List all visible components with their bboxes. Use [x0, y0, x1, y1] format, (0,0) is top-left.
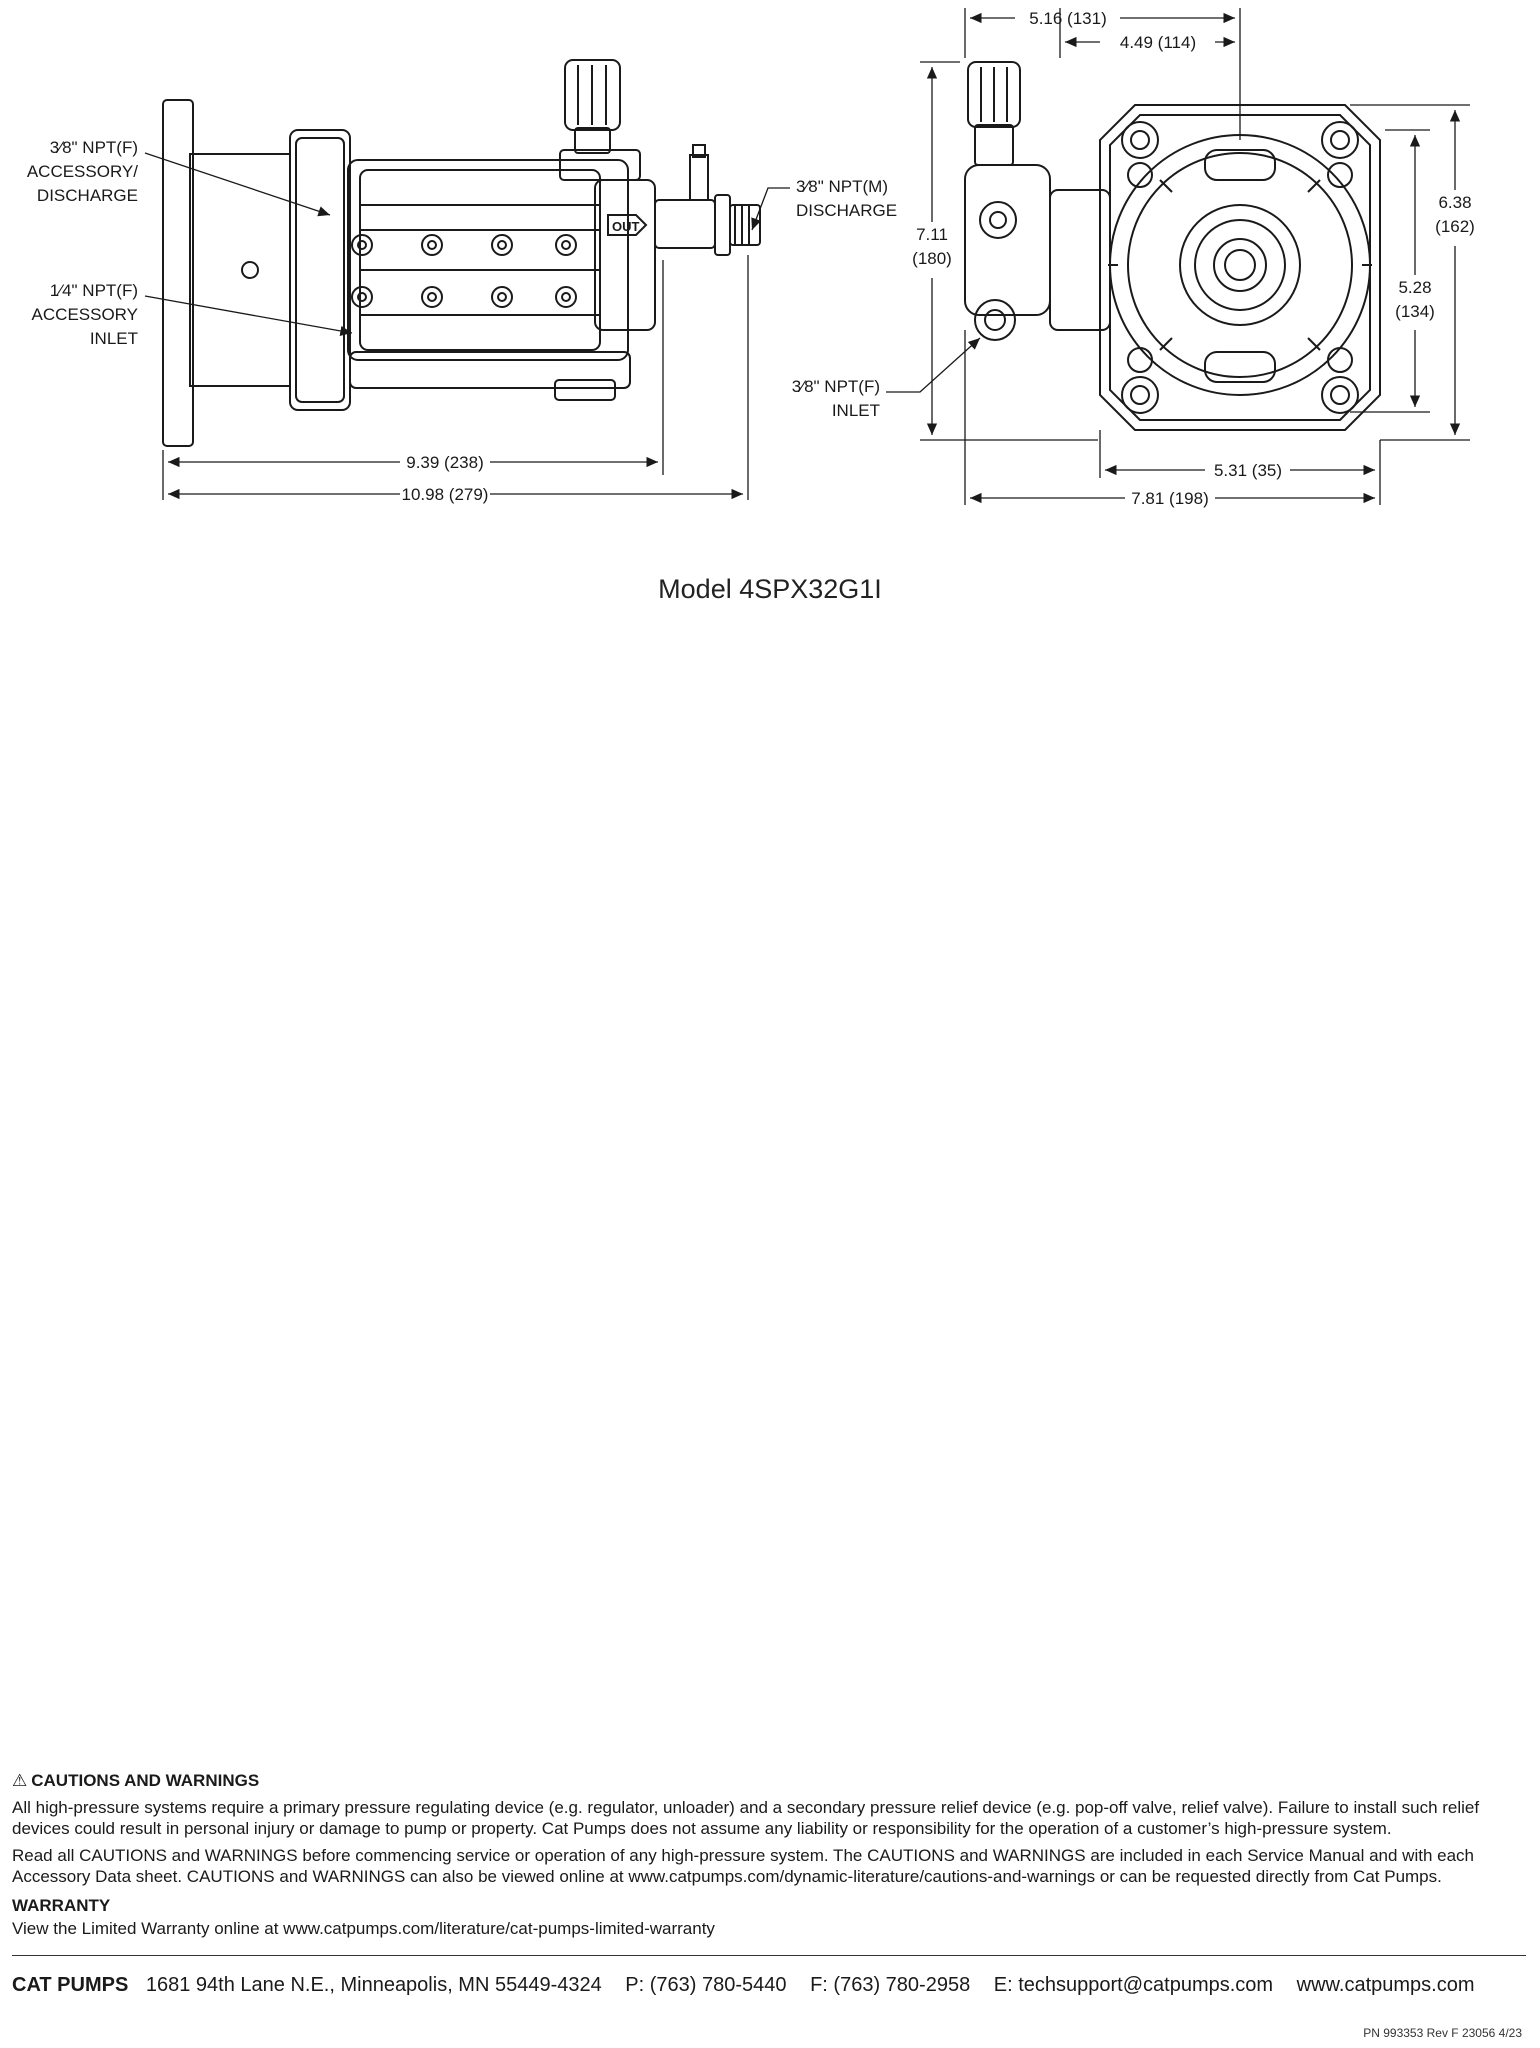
- model-title: Model 4SPX32G1I: [658, 574, 882, 604]
- dim-bottom-2: 7.81 (198): [1131, 489, 1209, 508]
- callout-npt-m-2: DISCHARGE: [796, 201, 898, 220]
- callout-acc-discharge-2: ACCESSORY/: [26, 162, 138, 181]
- callout-acc-discharge-3: DISCHARGE: [36, 186, 138, 205]
- out-label: OUT: [612, 219, 640, 234]
- footer-phone: P: (763) 780-5440: [625, 1974, 787, 1996]
- callout-acc-inlet-3: INLET: [89, 329, 138, 348]
- discharge-outlet: [655, 200, 715, 248]
- dim-bottom-1: 5.31 (35): [1213, 461, 1283, 480]
- mounting-flange: [163, 100, 193, 446]
- dim-right-height-1b: (162): [1435, 217, 1475, 236]
- front-head: [965, 165, 1050, 315]
- callout-npt-f-inlet-1: 3⁄8" NPT(F): [791, 377, 880, 396]
- dim-top-1: 5.16 (131): [1029, 9, 1107, 28]
- dim-side-len-2: 10.98 (279): [401, 485, 489, 504]
- callout-npt-m-1: 3⁄8" NPT(M): [796, 177, 888, 196]
- cautions-heading: [12, 1770, 1522, 1791]
- pump-dimension-drawing: [0, 0, 1540, 540]
- crankcase-front: [190, 154, 290, 386]
- footer-fax: F: (763) 780-2958: [810, 1974, 971, 1996]
- notes-section: [12, 1770, 1522, 1945]
- callout-acc-discharge-1: 3⁄8" NPT(F): [49, 138, 138, 157]
- footer-address: 1681 94th Lane N.E., Minneapolis, MN 55449-4324: [145, 1974, 602, 1996]
- dim-left-height-1: 7.11: [916, 225, 948, 244]
- footer-website[interactable]: www.catpumps.com: [1296, 1974, 1475, 1996]
- part-number: PN 993353 Rev F 23056 4/23: [1363, 2026, 1522, 2040]
- side-view: [163, 60, 760, 446]
- dim-left-height-2: (180): [912, 249, 952, 268]
- footer-email[interactable]: E: techsupport@catpumps.com: [993, 1974, 1274, 1996]
- dim-right-height-2b: (134): [1395, 302, 1435, 321]
- cautions-heading-text: CAUTIONS AND WARNINGS: [31, 1771, 260, 1790]
- warning-icon: ⚠: [12, 1771, 28, 1790]
- callout-npt-f-inlet-2: INLET: [831, 401, 880, 420]
- footer-brand: CAT PUMPS: [12, 1974, 129, 1996]
- warranty-text: View the Limited Warranty online at www.catpumps.com/literature/cat-pumps-limited-warranty: [12, 1919, 715, 1938]
- dim-right-height-2a: 5.28: [1398, 278, 1432, 297]
- crankcase-body: [290, 130, 350, 410]
- front-inlet-port: [975, 300, 1015, 340]
- cautions-paragraph-1: All high-pressure systems require a primary pressure regulating device (e.g. regulator, unloader) and a secondary pressure relief device (e.g. pop-off valve, relief valve). Failure to install such relief devices could result in personal injury or damage to pump or property. Cat Pumps does not assume any liability or responsibility for the operation of a customer’s high-pressure system.: [12, 1798, 1480, 1838]
- callout-acc-inlet-1: 1⁄4" NPT(F): [49, 281, 138, 300]
- dim-side-len-1: 9.39 (238): [406, 453, 484, 472]
- callout-acc-inlet-2: ACCESSORY: [31, 305, 138, 324]
- manifold: [348, 160, 628, 360]
- dim-right-height-1a: 6.38: [1438, 193, 1472, 212]
- front-view: [965, 62, 1380, 430]
- footer-divider: [12, 1955, 1526, 1956]
- dim-top-2: 4.49 (114): [1119, 33, 1197, 52]
- cautions-paragraph-2: Read all CAUTIONS and WARNINGS before commencing service or operation of any high-pressure system. The CAUTIONS and WARNINGS are included in each Service Manual and with each Accessory Data sheet. CAUTIONS and WARNINGS can also be viewed online at www.catpumps.com/dynamic-literature/cautions-and-warnings or can be requested directly from Cat Pumps.: [12, 1846, 1474, 1886]
- footer: [12, 1974, 1493, 1997]
- warranty-heading: WARRANTY: [12, 1896, 111, 1915]
- pump-head: [595, 180, 655, 330]
